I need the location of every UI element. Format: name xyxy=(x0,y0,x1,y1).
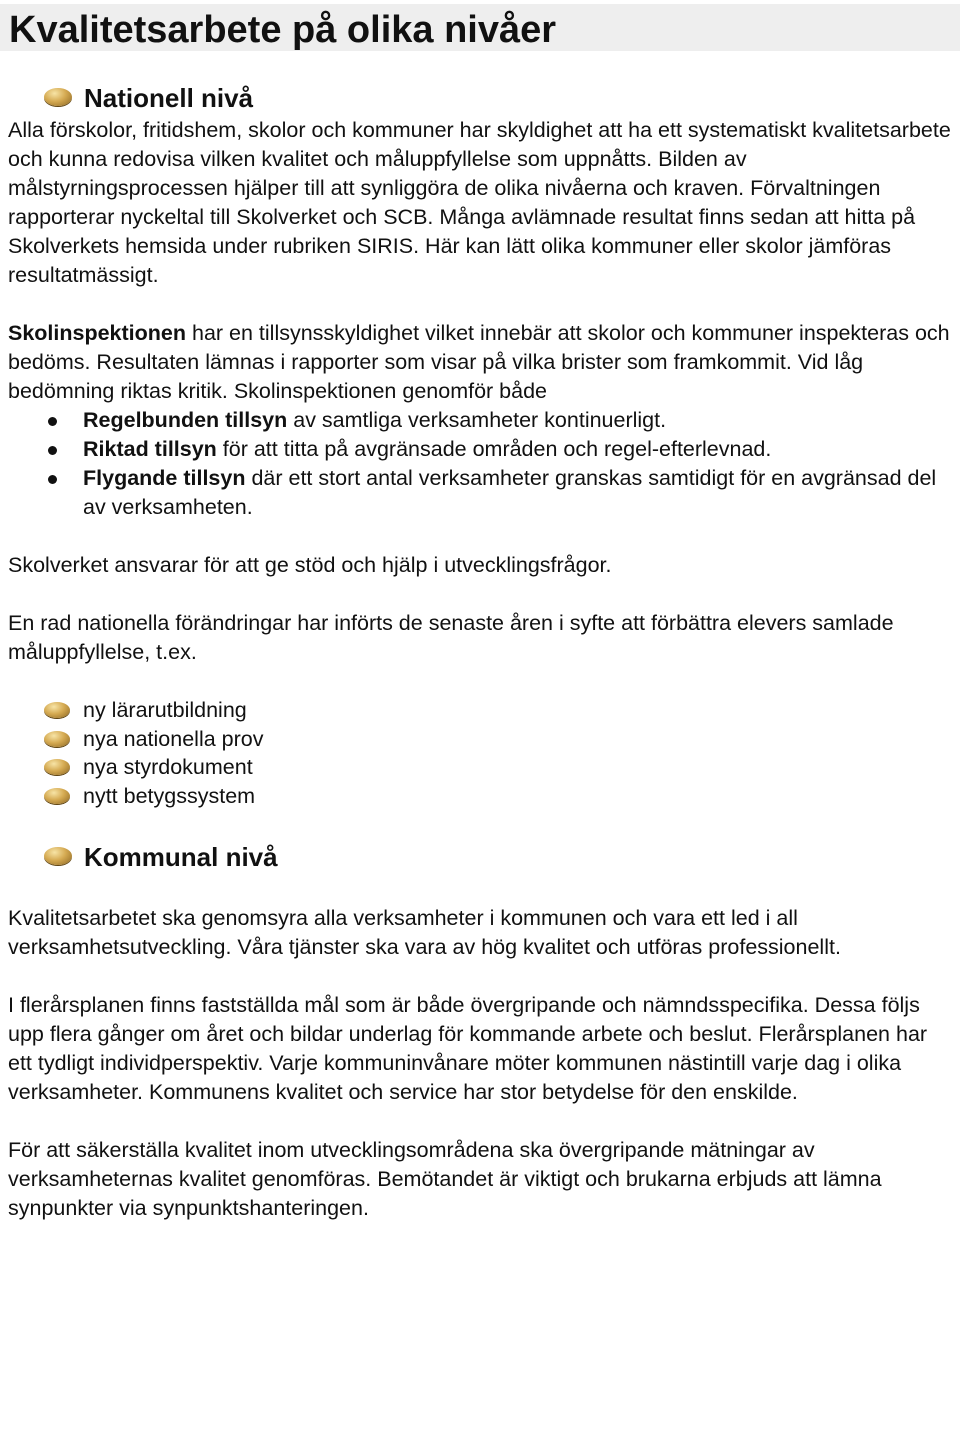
gold-ball-bullet-icon xyxy=(44,731,70,747)
changes-paragraph: En rad nationella förändringar har införts de senaste åren i syfte att förbättra elevers samlade måluppfyllelse, t.ex. xyxy=(8,611,894,664)
changes-list-item xyxy=(8,753,953,782)
changes-list-item xyxy=(8,782,953,811)
changes-item-text: ny lärarutbildning xyxy=(83,698,247,722)
inspection-bold-term: Skolinspektionen xyxy=(8,321,187,345)
supervision-item-term: Regelbunden tillsyn xyxy=(83,408,288,432)
supervision-item-regular xyxy=(8,406,953,435)
municipal-heading-text: Kommunal nivå xyxy=(84,842,278,872)
gold-ball-bullet-icon xyxy=(44,759,70,775)
gold-ball-bullet-icon xyxy=(44,788,70,804)
supervision-item-term: Riktad tillsyn xyxy=(83,437,217,461)
national-heading-text: Nationell nivå xyxy=(84,83,254,113)
document-body xyxy=(8,80,953,1223)
supervision-item-flying xyxy=(8,464,953,522)
national-intro-paragraph: Alla förskolor, fritidshem, skolor och kommuner har skyldighet att ha ett systematiskt kvalitetsarbete och kunna redovisa vilken kvalitet och måluppfyllelse som uppnåtts. Bilden av målstyrningsprocessen hjälper till att synliggöra de olika nivåerna och kraven. Förvaltningen rapporterar nyckeltal till Skolverket och SCB. Många avlämnade resultat finns sedan att hitta på Skolverkets hemsida under rubriken SIRIS. Här kan lätt olika kommuner eller skolor jämföras resultatmässigt. xyxy=(8,118,951,287)
supervision-item-term: Flygande tillsyn xyxy=(83,466,246,490)
inspection-text: har en tillsynsskyldighet vilket innebär att skolor och kommuner inspekteras och bedöms. Resultaten lämnas i rapporter som visar på vilka brister som framkommit. Vid låg bedömning riktas kritik. Skolinspektionen genomför både xyxy=(8,321,950,403)
changes-item-text: nya nationella prov xyxy=(83,726,264,751)
changes-list-item xyxy=(8,725,953,754)
page-title: Kvalitetsarbete på olika nivåer xyxy=(9,9,557,51)
supervision-item-text: av samtliga verksamheter kontinuerligt. xyxy=(287,408,667,432)
municipal-paragraph-1: Kvalitetsarbetet ska genomsyra alla verksamheter i kommunen och vara ett led i all verksamhetsutveckling. Våra tjänster ska vara av hög kvalitet och utföras professionellt. xyxy=(8,906,841,959)
municipal-paragraph-3: För att säkerställa kvalitet inom utvecklingsområdena ska övergripande mätningar av verksamheternas kvalitet genomföras. Bemötandet är viktigt och brukarna erbjuds att lämna synpunkter via synpunktshanteringen. xyxy=(8,1138,882,1220)
national-section-heading xyxy=(8,80,953,116)
municipal-paragraph-2: I flerårsplanen finns fastställda mål som är både övergripande och nämndsspecifika. Dessa följs upp flera gånger om året och bildar underlag för kommande arbete och beslut. Flerårsplanen har ett tydligt individperspektiv. Varje kommuninvånare möter kommunen nästintill varje dag i olika verksamheter. Kommunens kvalitet och service har stor betydelse för den enskilde. xyxy=(8,993,928,1104)
supervision-item-targeted xyxy=(8,435,953,464)
supervision-item-text: där ett stort antal verksamheter granskas samtidigt för en avgränsad del av verksamheten. xyxy=(83,466,937,519)
gold-ball-bullet-icon xyxy=(44,88,72,106)
skolverket-paragraph: Skolverket ansvarar för att ge stöd och hjälp i utvecklingsfrågor. xyxy=(8,553,612,577)
changes-item-text: nya styrdokument xyxy=(83,755,253,779)
gold-ball-bullet-icon xyxy=(44,847,72,865)
changes-list-item xyxy=(8,696,953,725)
gold-ball-bullet-icon xyxy=(44,702,70,718)
inspection-paragraph xyxy=(8,319,953,406)
supervision-list xyxy=(8,406,953,522)
supervision-item-text: för att titta på avgränsade områden och regel-efterlevnad. xyxy=(216,437,772,461)
changes-item-text: nytt betygssystem xyxy=(83,783,256,808)
changes-list xyxy=(8,696,953,810)
title-bar xyxy=(0,4,960,51)
municipal-section-heading xyxy=(8,839,953,875)
